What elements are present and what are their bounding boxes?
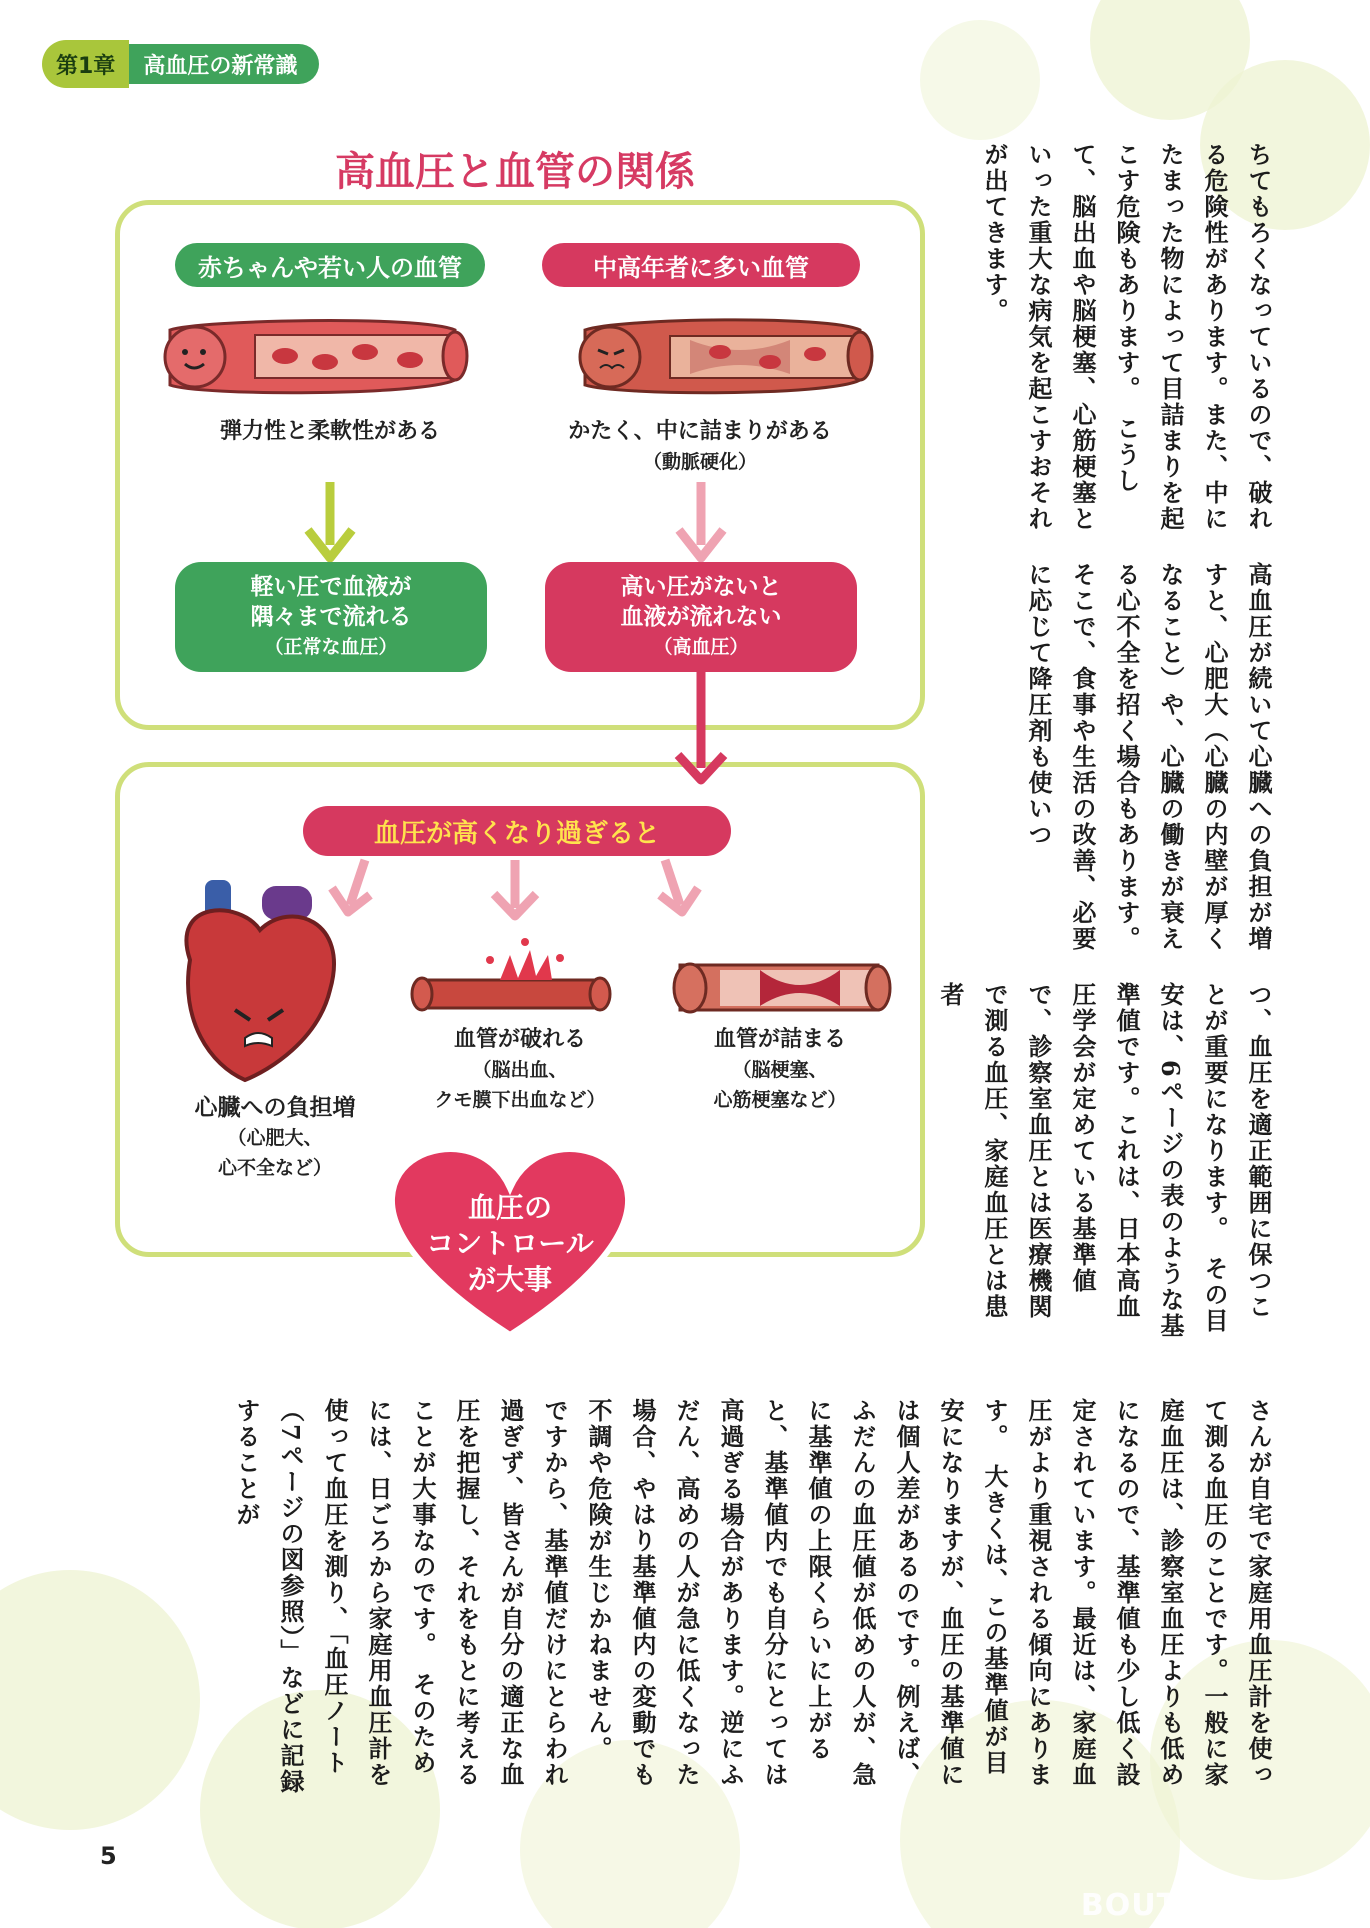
paragraph: つ、血圧を適正範囲に保つことが重要になります。 その目安は、6ページの表のような基準値です。これは、日本高血圧学会が定めている基準値で、診察室血圧とは医療機関で測る血圧、家庭血圧とは患者 (936, 982, 1273, 1339)
chapter-title: 高血圧の新常識 (129, 44, 319, 84)
healthy-vessel-caption (160, 417, 500, 447)
healthy-vessel-icon (165, 321, 467, 393)
body-text-block-4 (224, 1398, 1280, 1798)
caption-main: 弾力性と柔軟性がある (219, 419, 440, 444)
middle-aged-vessel-label: 中高年者に多い血管 (542, 243, 860, 287)
box-line: 隅々まで流れる (250, 604, 412, 630)
body-text-block-2 (1016, 562, 1280, 966)
normal-pressure-box (175, 562, 487, 672)
message-line: が大事 (467, 1263, 552, 1296)
caption-sub: （動脈硬化） (642, 451, 757, 473)
paragraph: 高血圧が続いて心臓への負担が増すと、心肥大（心臓の内壁が厚くなること）や、心臓の働きが衰える心不全を招く場合もあります。 そこで、食事や生活の改善、必要に応じて降圧剤も使いつ (1024, 562, 1273, 966)
chapter-number: 第1章 (42, 40, 129, 88)
arrow-down-icon (679, 482, 723, 558)
caption-main: 血管が詰まる (713, 1027, 846, 1052)
body-text-block-1 (972, 142, 1280, 542)
box-line: 軽い圧で血液が (250, 574, 412, 600)
high-pressure-box (545, 562, 857, 672)
heart-organ-icon (186, 880, 334, 1080)
page-number: 5 (100, 1842, 117, 1870)
caption-main: 血管が破れる (453, 1027, 586, 1052)
caption-sub: 心筋梗塞など） (713, 1089, 847, 1111)
arrow-down-icon (678, 672, 724, 780)
clogged-vessel-icon (674, 964, 890, 1012)
caption-sub: クモ膜下出血など） (434, 1089, 606, 1111)
paragraph: ちてもろくなっているので、破れる危険性があります。また、中にたまった物によって目詰まりを起こす危険もあります。 こうして、脳出血や脳梗塞、心筋梗塞といった重大な病気を起こすおそれが出てきます。 (980, 142, 1273, 532)
caption-sub: （脳梗塞、 (732, 1059, 828, 1081)
caption-sub: 心不全など） (217, 1157, 332, 1179)
hardened-vessel-icon (580, 320, 872, 393)
body-text-block-3 (928, 982, 1280, 1342)
clogged-vessel-caption (665, 1025, 895, 1115)
figure-title: 高血圧と血管の関係 (335, 149, 695, 195)
burst-vessel-caption (400, 1025, 640, 1115)
message-line: 血圧の (467, 1191, 552, 1224)
publisher-logo: BOUTIQUE-SHA (1080, 1888, 1350, 1923)
paragraph: さんが自宅で家庭用血圧計を使って測る血圧のことです。一般に家庭血圧は、診察室血圧よりも低めになるので、基準値も少し低く設定されています。最近は、家庭血圧がより重視される傾向にあります。 大きくは、この基準値が目安になりますが、血圧の基準値には個人差があるのです。例えば、ふだんの血圧値が低めの人が、急に基準値の上限くらいに上がると、基準値内でも自分にとっては高過ぎる場合があります。逆にふだん、高めの人が急に低くなった場合、やはり基準値内の変動でも不調や危険が生じかねません。 ですから、基準値だけにとらわれ過ぎず、皆さんが自分の適正な血圧を把握し、それをもとに考えることが大事なのです。 そのためには、日ごろから家庭用血圧計を使って血圧を測り、「血圧ノート（7ページの図参照）」などに記録することが (232, 1398, 1273, 1795)
message-line: コントロール (426, 1227, 594, 1260)
arrow-branch-icon (332, 860, 698, 916)
box-line: 血液が流れない (620, 604, 782, 630)
box-sub: （正常な血圧） (264, 636, 398, 658)
caption-sub: （心肥大、 (227, 1127, 323, 1149)
arrow-down-icon (308, 482, 352, 558)
caption-main: 心臓への負担増 (194, 1095, 356, 1121)
heart-burden-caption (150, 1093, 400, 1183)
too-high-banner: 血圧が高くなり過ぎると (303, 806, 731, 856)
burst-vessel-icon (412, 938, 610, 1010)
young-vessel-label: 赤ちゃんや若い人の血管 (175, 243, 485, 287)
hardened-vessel-caption (530, 417, 870, 477)
caption-main: かたく、中に詰まりがある (568, 419, 832, 444)
box-line: 高い圧がないと (620, 574, 782, 600)
caption-sub: （脳出血、 (472, 1059, 568, 1081)
control-message (410, 1190, 610, 1298)
box-sub: （高血圧） (653, 636, 749, 658)
